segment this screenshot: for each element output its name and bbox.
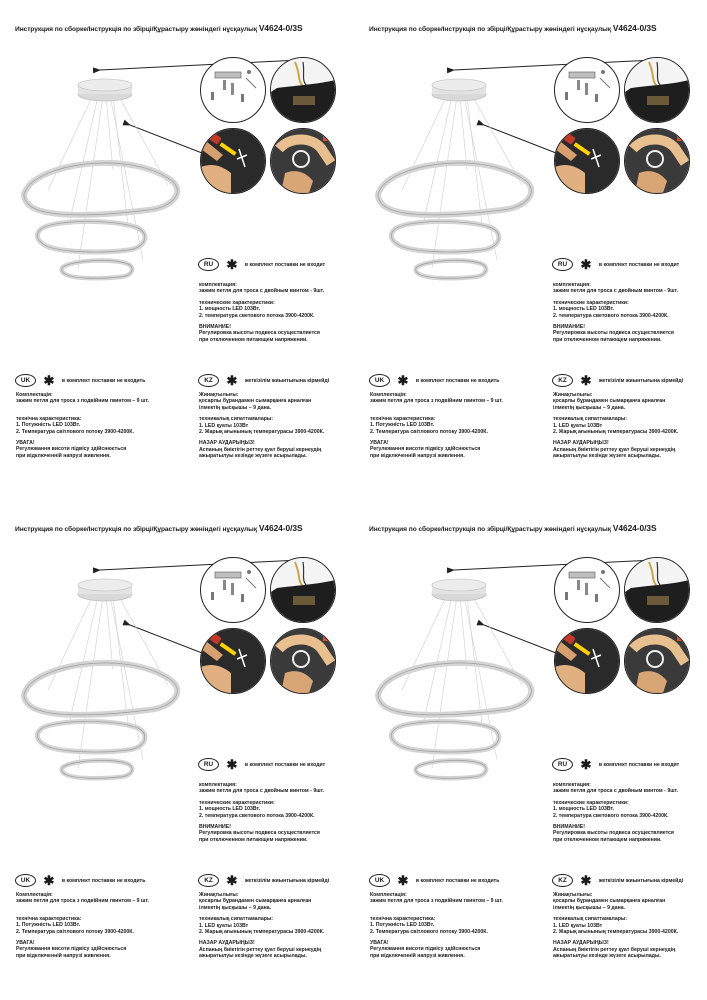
uk-tech-1: 1. Потужність LED 103Вт. xyxy=(370,922,435,929)
ru-note xyxy=(198,256,325,274)
ru-kit-line: зажим петля для троса с двойным винтом - 9шт. xyxy=(199,288,325,295)
kz-badge: KZ xyxy=(552,374,573,387)
ru-note-text: в комплект поставки не входит xyxy=(244,761,326,768)
uk-tech-1: 1. Потужність LED 103Вт. xyxy=(16,422,81,429)
instruction-panel xyxy=(0,500,353,1000)
ru-tech-2: 2. температура светового потока 3900-4200К. xyxy=(553,312,669,319)
instruction-panel xyxy=(354,0,707,500)
uk-note xyxy=(369,372,499,390)
uk-kit-line: зажим петля для троса з подвійним гвинтом – 9 шт. xyxy=(16,398,149,405)
uk-kit-line: зажим петля для троса з подвійним гвинтом – 9 шт. xyxy=(370,898,503,905)
kz-warn-1: Аспаның биіктігін реттеу қуат беруші кернеудің xyxy=(553,446,676,453)
kz-kit-line-1: қосарлы бұрандамен сымарқанға арналған xyxy=(553,898,666,905)
kz-kit-title: Жинақтылығы: xyxy=(199,392,239,398)
kz-warn-title: НАЗАР АУДАРЫҢЫЗ! xyxy=(199,940,255,947)
kz-tech-2: 2. Жарық ағынының температурасы 3900-4200К. xyxy=(199,929,325,936)
uk-warn-2: при відключенній напрузі живлення. xyxy=(370,952,465,959)
ru-note xyxy=(198,756,325,774)
uk-warn-2: при відключенній напрузі живлення. xyxy=(16,452,111,459)
instruction-panel xyxy=(354,500,707,1000)
screwdriver-icon xyxy=(200,128,266,194)
asterisk-icon: ✱ xyxy=(226,256,238,272)
ru-note-text: в комплект поставки не входит xyxy=(598,261,680,268)
page-title xyxy=(15,23,303,33)
kz-kit-line-1: қосарлы бұрандамен сымарқанға арналған xyxy=(199,898,312,905)
ru-kit-title: комплектация: xyxy=(553,282,591,288)
ru-tech-title: технические характеристики: xyxy=(199,799,275,806)
screwdriver-icon xyxy=(554,628,620,694)
ru-note xyxy=(552,756,679,774)
asterisk-icon: ✱ xyxy=(397,872,409,888)
ru-badge: RU xyxy=(198,258,219,271)
kz-warn-2: ажыратылуы кезінде жүзеге асырылады. xyxy=(553,953,661,960)
ru-warn-2: при отключенном питающем напряжении. xyxy=(553,336,662,343)
kz-note-text: жеткізілім жиынтығына кірмейді xyxy=(598,377,684,384)
uk-warn-2: при відключенній напрузі живлення. xyxy=(370,452,465,459)
kz-kit-line-1: қосарлы бұрандамен сымарқанға арналған xyxy=(199,398,312,405)
uk-badge: UK xyxy=(369,874,390,887)
ru-badge: RU xyxy=(552,258,573,271)
screwdriver-icon xyxy=(200,628,266,694)
chandelier-illustration xyxy=(18,70,198,290)
cable-clamp-adjust-icon xyxy=(270,628,336,694)
kz-specs xyxy=(553,892,703,960)
uk-specs xyxy=(16,392,186,459)
uk-note xyxy=(15,872,145,890)
kz-tech-1: 1. LED қуаты 103Вт xyxy=(553,422,603,429)
uk-tech-title: технічна характеристика: xyxy=(370,415,436,422)
uk-warn-1: Регулювання висоти підвісу здійснюється xyxy=(16,446,127,453)
uk-kit-title: Комплектація: xyxy=(370,392,407,398)
page-title xyxy=(369,523,657,533)
ru-warn-title: ВНИМАНИЕ! xyxy=(553,824,585,831)
ru-warn-title: ВНИМАНИЕ! xyxy=(199,824,231,831)
uk-warn-1: Регулювання висоти підвісу здійснюється xyxy=(370,946,481,953)
asterisk-icon: ✱ xyxy=(43,872,55,888)
uk-kit-line: зажим петля для троса з подвійним гвинтом – 9 шт. xyxy=(370,398,503,405)
ru-specs xyxy=(553,282,703,343)
model-number: V4624-0/3S xyxy=(612,23,657,33)
model-number: V4624-0/3S xyxy=(258,523,303,533)
asterisk-icon: ✱ xyxy=(397,372,409,388)
mounting-bracket-icon xyxy=(554,57,620,123)
title-text: Инструкция по сборке/Інструкція по збірці/Құрастыру жөніндегі нұсқаулық xyxy=(369,26,612,33)
kz-kit-title: Жинақтылығы: xyxy=(199,892,239,898)
ru-tech-title: технические характеристики: xyxy=(553,299,629,306)
kz-tech-1: 1. LED қуаты 103Вт xyxy=(553,922,603,929)
mounting-bracket-icon xyxy=(554,557,620,623)
ru-warn-title: ВНИМАНИЕ! xyxy=(553,324,585,331)
kz-tech-2: 2. Жарық ағынының температурасы 3900-4200К. xyxy=(553,929,679,936)
kz-warn-2: ажыратылуы кезінде жүзеге асырылады. xyxy=(199,953,307,960)
ceiling-cup-wiring-icon xyxy=(270,57,336,123)
ru-note-text: в комплект поставки не входит xyxy=(244,261,326,268)
cable-clamp-adjust-icon xyxy=(624,128,690,194)
kz-note-text: жеткізілім жиынтығына кірмейді xyxy=(244,377,330,384)
model-number: V4624-0/3S xyxy=(258,23,303,33)
kz-warn-1: Аспаның биіктігін реттеу қуат беруші кернеудің xyxy=(199,946,322,953)
uk-tech-title: технічна характеристика: xyxy=(370,915,436,922)
ru-kit-title: комплектация: xyxy=(199,282,237,288)
kz-warn-2: ажыратылуы кезінде жүзеге асырылады. xyxy=(199,453,307,460)
screwdriver-icon xyxy=(554,128,620,194)
uk-note-text: в комплект поставки не входить xyxy=(61,877,146,884)
uk-tech-2: 2. Температура світлового потоку 3900-4200К. xyxy=(370,428,488,435)
uk-kit-title: Комплектація: xyxy=(16,892,53,898)
ru-warn-2: при отключенном питающем напряжении. xyxy=(199,836,308,843)
kz-kit-line-2: ілмектің қысқышы – 9 дана. xyxy=(199,404,272,411)
uk-specs xyxy=(370,892,540,959)
kz-tech-2: 2. Жарық ағынының температурасы 3900-4200К. xyxy=(199,429,325,436)
chandelier-illustration xyxy=(18,570,198,790)
kz-note-text: жеткізілім жиынтығына кірмейді xyxy=(244,877,330,884)
uk-tech-1: 1. Потужність LED 103Вт. xyxy=(370,422,435,429)
instruction-panel xyxy=(0,0,353,500)
ru-specs xyxy=(199,782,349,843)
uk-badge: UK xyxy=(369,374,390,387)
uk-warn-title: УВАГА! xyxy=(16,940,35,947)
title-text: Инструкция по сборке/Інструкція по збірці/Құрастыру жөніндегі нұсқаулық xyxy=(369,526,612,533)
uk-badge: UK xyxy=(15,874,36,887)
mounting-bracket-icon xyxy=(200,557,266,623)
ru-tech-1: 1. мощность LED 103Вт. xyxy=(199,806,261,813)
ru-badge: RU xyxy=(552,758,573,771)
ceiling-cup-wiring-icon xyxy=(624,557,690,623)
kz-tech-2: 2. Жарық ағынының температурасы 3900-4200К. xyxy=(553,429,679,436)
ru-specs xyxy=(553,782,703,843)
title-text: Инструкция по сборке/Інструкція по збірці/Құрастыру жөніндегі нұсқаулық xyxy=(15,26,258,33)
uk-specs xyxy=(16,892,186,959)
kz-note xyxy=(198,872,329,890)
kz-specs xyxy=(199,892,349,960)
uk-warn-1: Регулювання висоти підвісу здійснюється xyxy=(370,446,481,453)
ru-tech-2: 2. температура светового потока 3900-4200К. xyxy=(199,312,315,319)
cable-clamp-adjust-icon xyxy=(270,128,336,194)
cable-clamp-adjust-icon xyxy=(624,628,690,694)
uk-kit-line: зажим петля для троса з подвійним гвинтом – 9 шт. xyxy=(16,898,149,905)
ru-tech-2: 2. температура светового потока 3900-4200К. xyxy=(553,812,669,819)
kz-kit-title: Жинақтылығы: xyxy=(553,892,593,898)
kz-kit-line-1: қосарлы бұрандамен сымарқанға арналған xyxy=(553,398,666,405)
ru-warn-2: при отключенном питающем напряжении. xyxy=(553,836,662,843)
uk-kit-title: Комплектація: xyxy=(16,392,53,398)
uk-tech-1: 1. Потужність LED 103Вт. xyxy=(16,922,81,929)
asterisk-icon: ✱ xyxy=(43,372,55,388)
ru-kit-line: зажим петля для троса с двойным винтом - 9шт. xyxy=(553,288,679,295)
uk-note-text: в комплект поставки не входить xyxy=(61,377,146,384)
kz-tech-title: техникалық сипаттамалары: xyxy=(199,916,274,923)
ceiling-cup-wiring-icon xyxy=(270,557,336,623)
kz-badge: KZ xyxy=(198,374,219,387)
kz-warn-title: НАЗАР АУДАРЫҢЫЗ! xyxy=(553,940,609,947)
uk-tech-2: 2. Температура світлового потоку 3900-4200К. xyxy=(16,928,134,935)
kz-tech-1: 1. LED қуаты 103Вт xyxy=(199,922,249,929)
uk-warn-1: Регулювання висоти підвісу здійснюється xyxy=(16,946,127,953)
kz-warn-2: ажыратылуы кезінде жүзеге асырылады. xyxy=(553,453,661,460)
uk-specs xyxy=(370,392,540,459)
kz-tech-title: техникалық сипаттамалары: xyxy=(199,416,274,423)
asterisk-icon: ✱ xyxy=(580,256,592,272)
kz-badge: KZ xyxy=(552,874,573,887)
uk-tech-2: 2. Температура світлового потоку 3900-4200К. xyxy=(370,928,488,935)
kz-note xyxy=(552,372,683,390)
kz-badge: KZ xyxy=(198,874,219,887)
ru-warn-1: Регулировка высоты подвеса осуществляется xyxy=(553,330,674,337)
asterisk-icon: ✱ xyxy=(226,756,238,772)
mounting-bracket-icon xyxy=(200,57,266,123)
kz-warn-1: Аспаның биіктігін реттеу қуат беруші кернеудің xyxy=(553,946,676,953)
uk-kit-title: Комплектація: xyxy=(370,892,407,898)
ru-warn-title: ВНИМАНИЕ! xyxy=(199,324,231,331)
asterisk-icon: ✱ xyxy=(226,872,238,888)
kz-specs xyxy=(199,392,349,460)
ru-tech-title: технические характеристики: xyxy=(553,799,629,806)
page-title xyxy=(369,23,657,33)
ru-warn-1: Регулировка высоты подвеса осуществляется xyxy=(199,830,320,837)
kz-tech-1: 1. LED қуаты 103Вт xyxy=(199,422,249,429)
ru-tech-1: 1. мощность LED 103Вт. xyxy=(553,806,615,813)
ru-tech-title: технические характеристики: xyxy=(199,299,275,306)
asterisk-icon: ✱ xyxy=(580,372,592,388)
uk-note-text: в комплект поставки не входить xyxy=(415,377,500,384)
uk-warn-title: УВАГА! xyxy=(370,440,389,447)
ru-note xyxy=(552,256,679,274)
model-number: V4624-0/3S xyxy=(612,523,657,533)
uk-note-text: в комплект поставки не входить xyxy=(415,877,500,884)
kz-kit-line-2: ілмектің қысқышы – 9 дана. xyxy=(553,904,626,911)
chandelier-illustration xyxy=(372,70,552,290)
uk-tech-title: технічна характеристика: xyxy=(16,415,82,422)
kz-kit-title: Жинақтылығы: xyxy=(553,392,593,398)
asterisk-icon: ✱ xyxy=(580,756,592,772)
uk-warn-title: УВАГА! xyxy=(16,440,35,447)
ru-warn-1: Регулировка высоты подвеса осуществляется xyxy=(553,830,674,837)
ru-kit-title: комплектация: xyxy=(553,782,591,788)
uk-tech-2: 2. Температура світлового потоку 3900-4200К. xyxy=(16,428,134,435)
title-text: Инструкция по сборке/Інструкція по збірці/Құрастыру жөніндегі нұсқаулық xyxy=(15,526,258,533)
ru-warn-1: Регулировка высоты подвеса осуществляется xyxy=(199,330,320,337)
kz-note-text: жеткізілім жиынтығына кірмейді xyxy=(598,877,684,884)
uk-badge: UK xyxy=(15,374,36,387)
ru-badge: RU xyxy=(198,758,219,771)
kz-warn-1: Аспаның биіктігін реттеу қуат беруші кернеудің xyxy=(199,446,322,453)
ru-kit-line: зажим петля для троса с двойным винтом - 9шт. xyxy=(553,788,679,795)
asterisk-icon: ✱ xyxy=(226,372,238,388)
ru-tech-1: 1. мощность LED 103Вт. xyxy=(199,306,261,313)
kz-note xyxy=(552,872,683,890)
ru-note-text: в комплект поставки не входит xyxy=(598,761,680,768)
uk-note xyxy=(15,372,145,390)
uk-note xyxy=(369,872,499,890)
ru-tech-1: 1. мощность LED 103Вт. xyxy=(553,306,615,313)
ru-specs xyxy=(199,282,349,343)
chandelier-illustration xyxy=(372,570,552,790)
asterisk-icon: ✱ xyxy=(580,872,592,888)
kz-warn-title: НАЗАР АУДАРЫҢЫЗ! xyxy=(553,440,609,447)
ru-tech-2: 2. температура светового потока 3900-4200К. xyxy=(199,812,315,819)
kz-kit-line-2: ілмектің қысқышы – 9 дана. xyxy=(199,904,272,911)
ru-kit-title: комплектация: xyxy=(199,782,237,788)
kz-specs xyxy=(553,392,703,460)
kz-kit-line-2: ілмектің қысқышы – 9 дана. xyxy=(553,404,626,411)
kz-tech-title: техникалық сипаттамалары: xyxy=(553,916,628,923)
kz-tech-title: техникалық сипаттамалары: xyxy=(553,416,628,423)
ru-warn-2: при отключенном питающем напряжении. xyxy=(199,336,308,343)
kz-note xyxy=(198,372,329,390)
uk-warn-title: УВАГА! xyxy=(370,940,389,947)
ceiling-cup-wiring-icon xyxy=(624,57,690,123)
kz-warn-title: НАЗАР АУДАРЫҢЫЗ! xyxy=(199,440,255,447)
uk-warn-2: при відключенній напрузі живлення. xyxy=(16,952,111,959)
uk-tech-title: технічна характеристика: xyxy=(16,915,82,922)
page-title xyxy=(15,523,303,533)
ru-kit-line: зажим петля для троса с двойным винтом - 9шт. xyxy=(199,788,325,795)
